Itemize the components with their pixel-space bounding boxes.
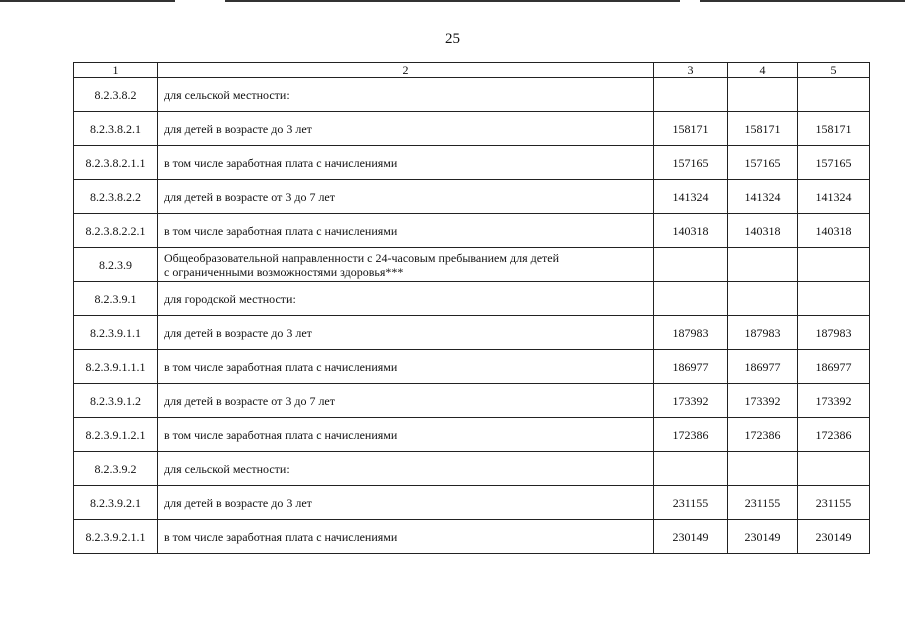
row-value-cell-v5: 158171 <box>798 112 870 146</box>
row-description-line: для детей в возрасте от 3 до 7 лет <box>164 393 335 408</box>
column-header: 4 <box>728 63 798 78</box>
row-code-cell: 8.2.3.8.2 <box>74 78 158 112</box>
row-description-line: для детей в возрасте до 3 лет <box>164 121 312 136</box>
row-value-cell-v3: 157165 <box>654 146 728 180</box>
scan-edge-right <box>700 0 905 2</box>
row-value-cell-v3: 187983 <box>654 316 728 350</box>
row-value-cell-v5 <box>798 248 870 282</box>
page-number: 25 <box>445 31 460 47</box>
row-description-cell <box>158 112 654 146</box>
row-description-cell <box>158 418 654 452</box>
table-row <box>74 418 870 452</box>
row-description-line: с ограниченными возможностями здоровья*** <box>164 264 404 279</box>
row-value-cell-v4 <box>728 78 798 112</box>
row-code-cell: 8.2.3.8.2.2 <box>74 180 158 214</box>
row-description-cell <box>158 282 654 316</box>
row-value-cell-v5 <box>798 78 870 112</box>
row-value-cell-v4: 187983 <box>728 316 798 350</box>
row-value-cell-v3: 230149 <box>654 520 728 554</box>
row-code-cell: 8.2.3.9.1.2 <box>74 384 158 418</box>
table-row <box>74 78 870 112</box>
row-value-cell-v3 <box>654 248 728 282</box>
row-description-line: в том числе заработная плата с начислениями <box>164 359 398 374</box>
row-value-cell-v4: 141324 <box>728 180 798 214</box>
row-description-line: для сельской местности: <box>164 461 290 476</box>
table-row <box>74 214 870 248</box>
row-description-line: для детей в возрасте до 3 лет <box>164 495 312 510</box>
row-value-cell-v3: 140318 <box>654 214 728 248</box>
row-value-cell-v5: 187983 <box>798 316 870 350</box>
row-value-cell-v4 <box>728 248 798 282</box>
row-value-cell-v5 <box>798 282 870 316</box>
row-value-cell-v3: 158171 <box>654 112 728 146</box>
table-row <box>74 486 870 520</box>
row-value-cell-v3: 172386 <box>654 418 728 452</box>
row-description-cell <box>158 214 654 248</box>
row-value-cell-v4: 140318 <box>728 214 798 248</box>
row-code-cell: 8.2.3.8.2.2.1 <box>74 214 158 248</box>
row-value-cell-v5: 230149 <box>798 520 870 554</box>
table-row <box>74 316 870 350</box>
row-value-cell-v3: 141324 <box>654 180 728 214</box>
row-value-cell-v4: 231155 <box>728 486 798 520</box>
row-description-line: для городской местности: <box>164 291 296 306</box>
row-description-cell <box>158 78 654 112</box>
row-value-cell-v3: 231155 <box>654 486 728 520</box>
row-value-cell-v5: 157165 <box>798 146 870 180</box>
row-code-cell: 8.2.3.9 <box>74 248 158 282</box>
row-description-cell <box>158 248 654 282</box>
row-description-line: в том числе заработная плата с начислениями <box>164 529 398 544</box>
row-value-cell-v3: 173392 <box>654 384 728 418</box>
row-value-cell-v5: 173392 <box>798 384 870 418</box>
scan-edge-middle <box>225 0 680 2</box>
row-value-cell-v4 <box>728 282 798 316</box>
row-code-cell: 8.2.3.9.1.1 <box>74 316 158 350</box>
column-header: 3 <box>654 63 728 78</box>
row-description-cell <box>158 452 654 486</box>
row-description-line: Общеобразовательной направленности с 24-часовым пребыванием для детей <box>164 250 560 265</box>
table-row <box>74 248 870 282</box>
row-description-line: в том числе заработная плата с начислениями <box>164 223 398 238</box>
row-value-cell-v5: 172386 <box>798 418 870 452</box>
row-code-cell: 8.2.3.9.1 <box>74 282 158 316</box>
row-description-cell <box>158 350 654 384</box>
column-header: 1 <box>74 63 158 78</box>
table-row <box>74 520 870 554</box>
row-value-cell-v5: 186977 <box>798 350 870 384</box>
row-value-cell-v3 <box>654 282 728 316</box>
table-row <box>74 180 870 214</box>
row-value-cell-v5 <box>798 452 870 486</box>
row-value-cell-v5: 231155 <box>798 486 870 520</box>
row-code-cell: 8.2.3.9.1.2.1 <box>74 418 158 452</box>
row-description-line: в том числе заработная плата с начислениями <box>164 427 398 442</box>
row-code-cell: 8.2.3.9.2.1.1 <box>74 520 158 554</box>
row-value-cell-v4: 172386 <box>728 418 798 452</box>
table-body <box>74 63 870 554</box>
row-code-cell: 8.2.3.9.2 <box>74 452 158 486</box>
row-value-cell-v4: 157165 <box>728 146 798 180</box>
row-description-line: для детей в возрасте от 3 до 7 лет <box>164 189 335 204</box>
table-row <box>74 146 870 180</box>
row-value-cell-v3 <box>654 452 728 486</box>
row-code-cell: 8.2.3.8.2.1 <box>74 112 158 146</box>
row-code-cell: 8.2.3.9.1.1.1 <box>74 350 158 384</box>
row-value-cell-v4: 173392 <box>728 384 798 418</box>
row-value-cell-v4 <box>728 452 798 486</box>
row-description-line: в том числе заработная плата с начислениями <box>164 155 398 170</box>
row-value-cell-v3 <box>654 78 728 112</box>
row-description-line: для детей в возрасте до 3 лет <box>164 325 312 340</box>
row-description-cell <box>158 520 654 554</box>
row-description-cell <box>158 146 654 180</box>
row-value-cell-v5: 141324 <box>798 180 870 214</box>
table-row <box>74 112 870 146</box>
row-description-cell <box>158 486 654 520</box>
row-code-cell: 8.2.3.8.2.1.1 <box>74 146 158 180</box>
tariff-table <box>73 62 870 554</box>
table-row <box>74 282 870 316</box>
column-header: 5 <box>798 63 870 78</box>
row-value-cell-v4: 186977 <box>728 350 798 384</box>
row-value-cell-v3: 186977 <box>654 350 728 384</box>
table-header-row <box>74 63 870 78</box>
scan-edge-left <box>0 0 175 2</box>
row-code-cell: 8.2.3.9.2.1 <box>74 486 158 520</box>
column-header: 2 <box>158 63 654 78</box>
row-description-cell <box>158 316 654 350</box>
row-description-line: для сельской местности: <box>164 87 290 102</box>
row-value-cell-v4: 230149 <box>728 520 798 554</box>
table-row <box>74 384 870 418</box>
row-description-cell <box>158 384 654 418</box>
row-description-cell <box>158 180 654 214</box>
table-row <box>74 452 870 486</box>
row-value-cell-v5: 140318 <box>798 214 870 248</box>
row-value-cell-v4: 158171 <box>728 112 798 146</box>
table-row <box>74 350 870 384</box>
